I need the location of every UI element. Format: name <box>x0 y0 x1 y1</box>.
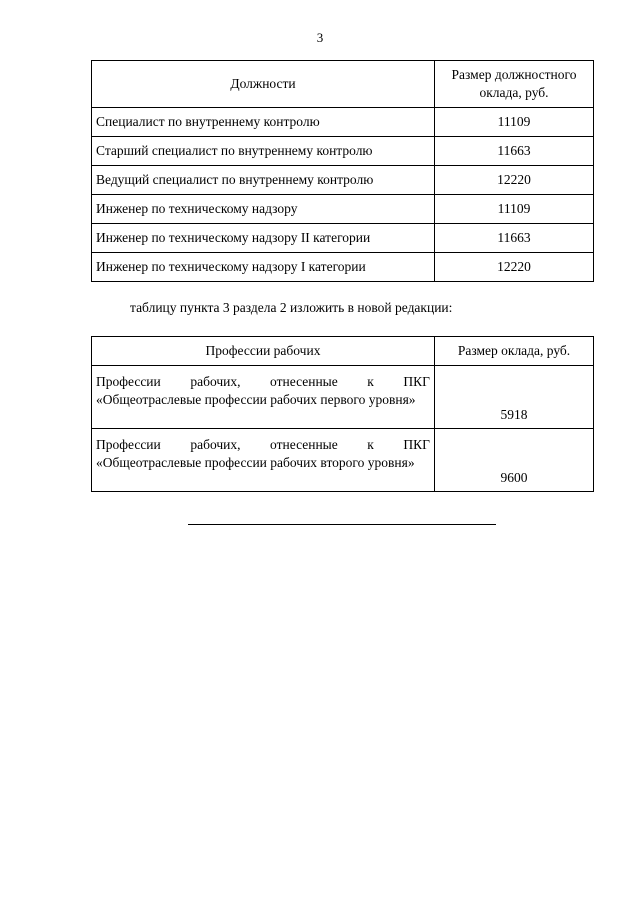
table-row <box>92 195 594 224</box>
position-cell: Инженер по техническому надзору <box>92 195 435 224</box>
salary-cell: 9600 <box>435 429 594 492</box>
salary-cell: 11663 <box>435 224 594 253</box>
position-cell: Ведущий специалист по внутреннему контролю <box>92 166 435 195</box>
amendment-paragraph: таблицу пункта 3 раздела 2 изложить в новой редакции: <box>130 300 453 315</box>
page-number: 3 <box>316 30 324 45</box>
table-row <box>92 166 594 195</box>
salary-cell: 12220 <box>435 253 594 282</box>
column-header-professions: Профессии рабочих <box>92 337 435 366</box>
position-cell: Инженер по техническому надзору II категории <box>92 224 435 253</box>
salary-cell: 11109 <box>435 195 594 224</box>
table-row <box>92 366 594 429</box>
salary-cell: 5918 <box>435 366 594 429</box>
position-cell: Специалист по внутреннему контролю <box>92 108 435 137</box>
table-row <box>92 429 594 492</box>
column-header-positions: Должности <box>92 61 435 108</box>
end-rule-divider <box>188 524 496 525</box>
column-header-salary: Размер должностного оклада, руб. <box>435 61 594 108</box>
position-cell: Инженер по техническому надзору I категории <box>92 253 435 282</box>
table-header-row <box>92 61 594 108</box>
table-row <box>92 108 594 137</box>
position-cell: Старший специалист по внутреннему контролю <box>92 137 435 166</box>
salary-cell: 11109 <box>435 108 594 137</box>
positions-salary-table <box>91 60 594 282</box>
salary-cell: 12220 <box>435 166 594 195</box>
workers-salary-table <box>91 336 594 492</box>
column-header-salary: Размер оклада, руб. <box>435 337 594 366</box>
table-row <box>92 224 594 253</box>
table-header-row <box>92 337 594 366</box>
table-row <box>92 137 594 166</box>
profession-cell: Профессии рабочих, отнесенные к ПКГ «Общеотраслевые профессии рабочих первого уровня» <box>92 366 435 429</box>
salary-cell: 11663 <box>435 137 594 166</box>
table-row <box>92 253 594 282</box>
profession-cell: Профессии рабочих, отнесенные к ПКГ «Общеотраслевые профессии рабочих второго уровня» <box>92 429 435 492</box>
